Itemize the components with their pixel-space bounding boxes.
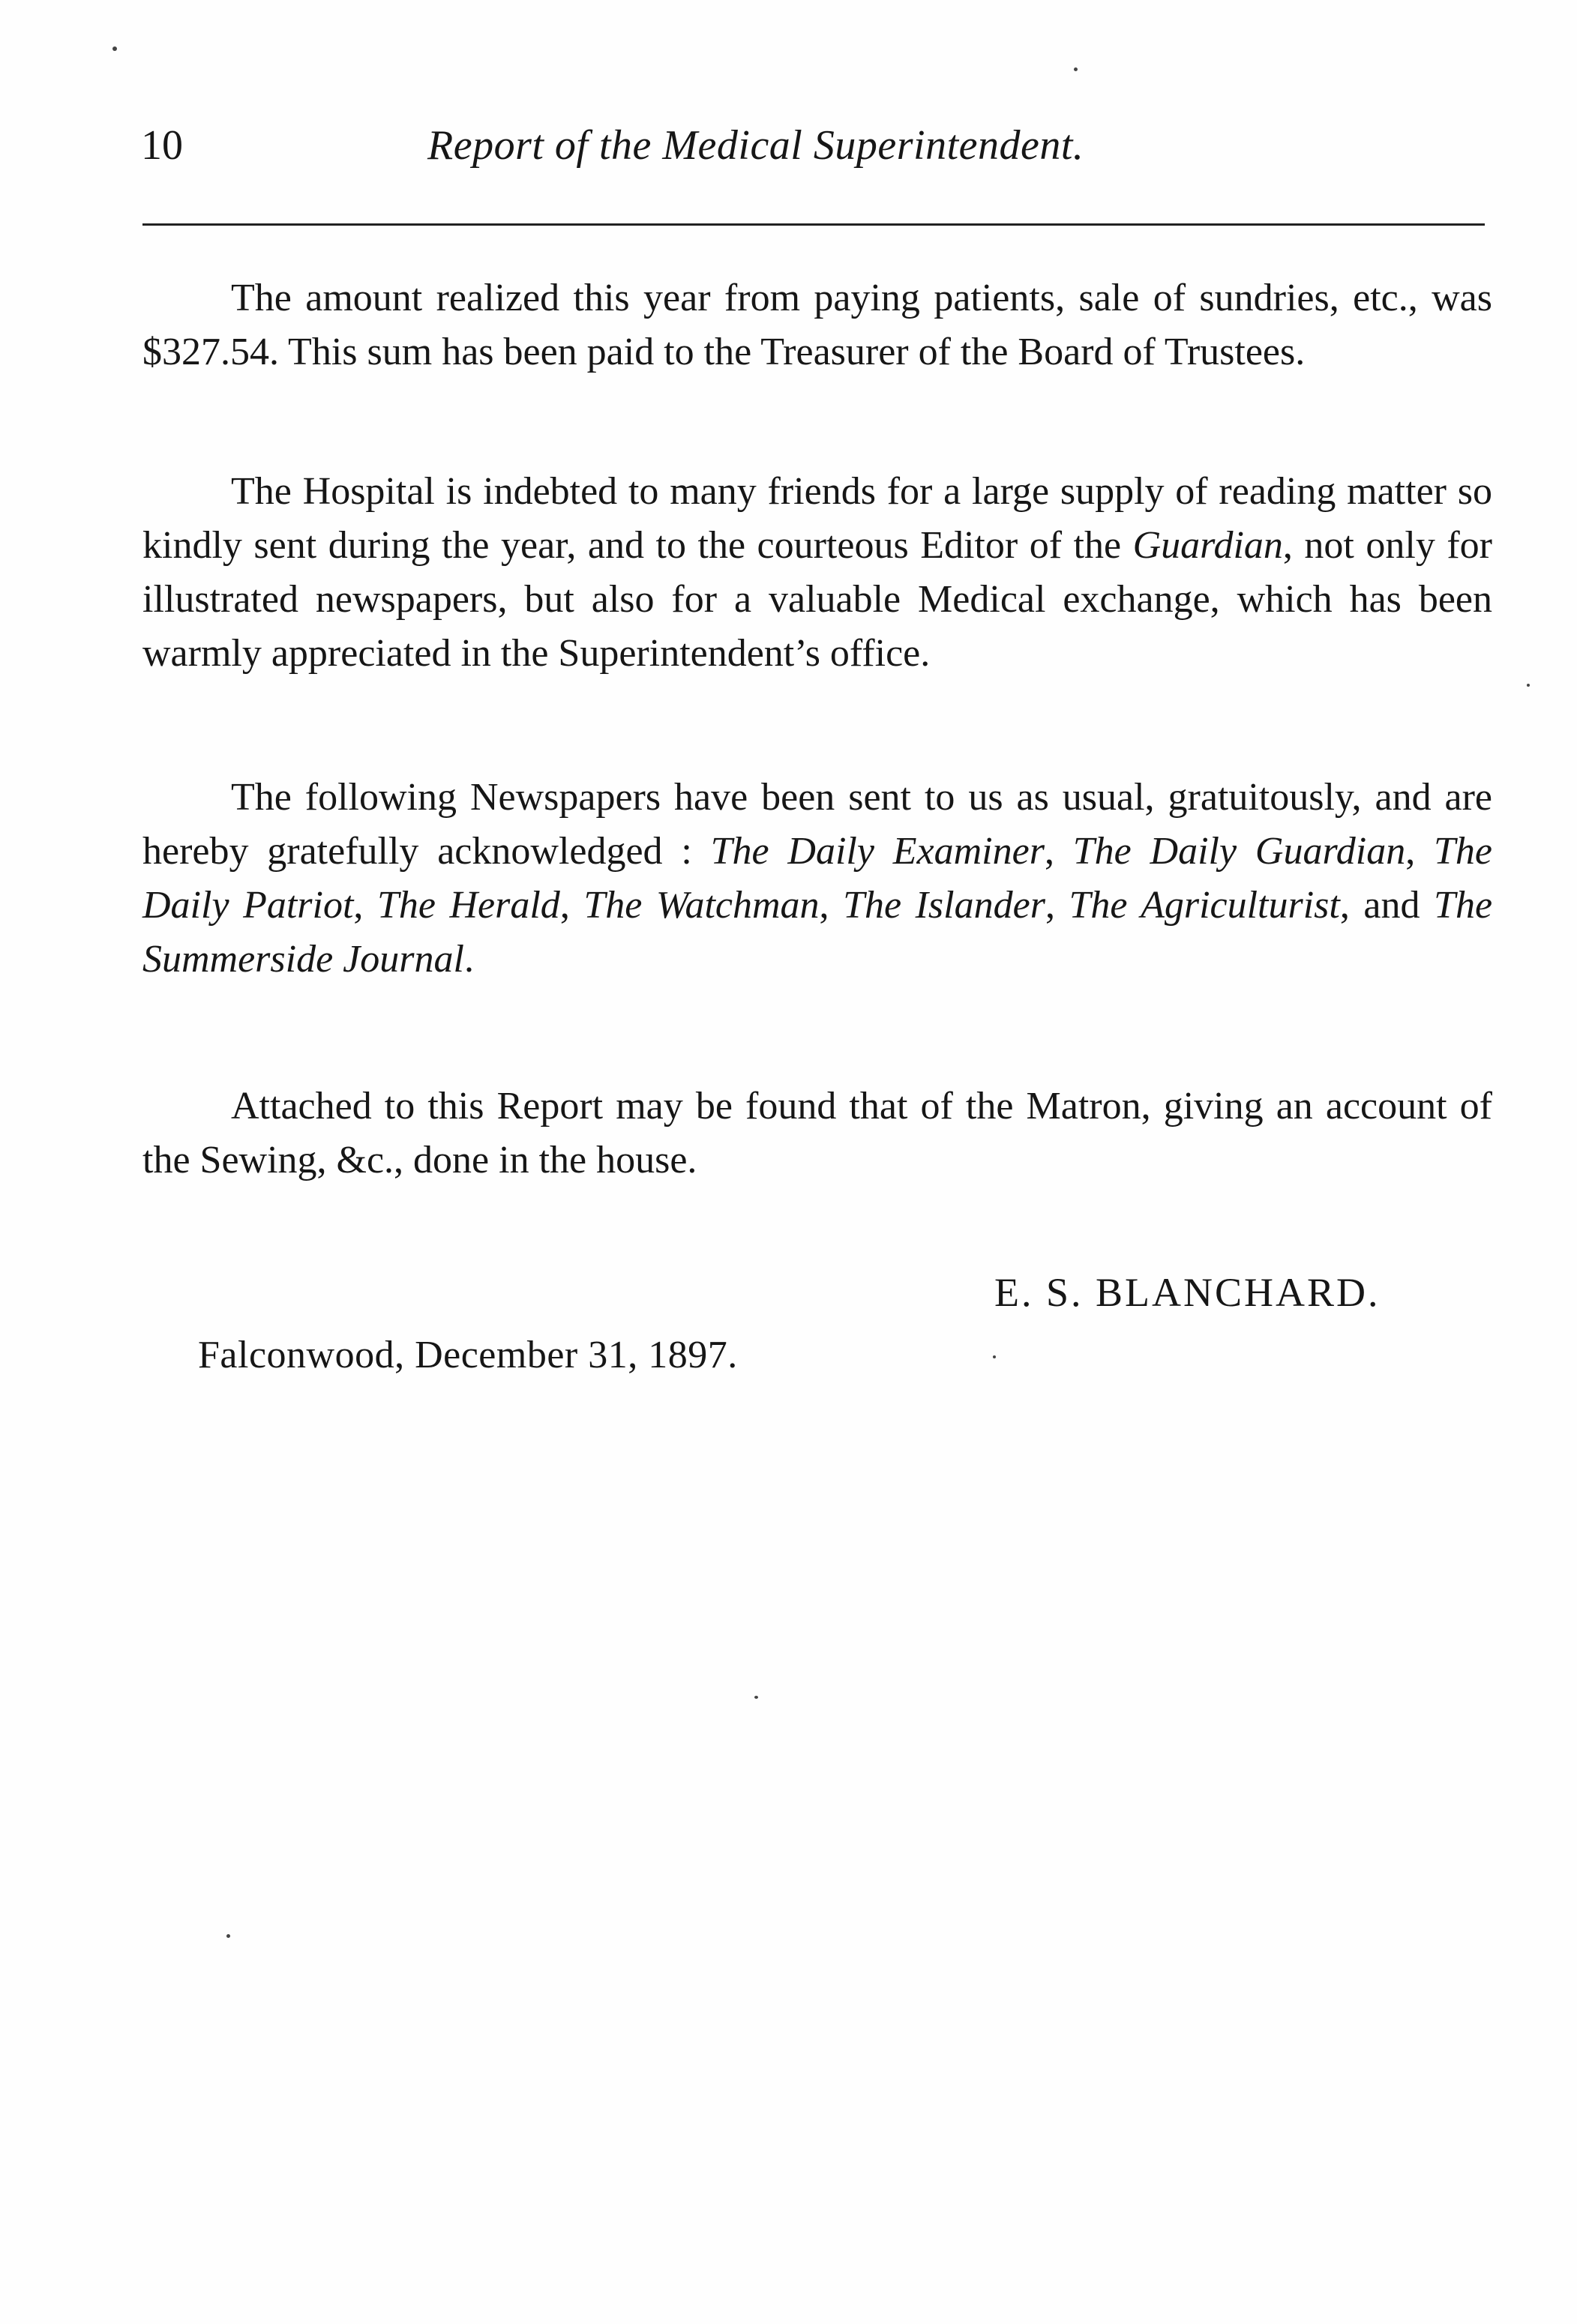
signature: E. S. BLANCHARD. <box>994 1270 1381 1315</box>
newspaper-title: The Islander <box>843 884 1045 927</box>
paragraph-text-before: The Hospital is indebted to many friends for a large supply of reading matter so kindly sent during the year, and to the courteous Editor of the <box>142 470 1492 567</box>
list-separator: , <box>1405 830 1435 873</box>
list-separator-and: , and <box>1339 884 1435 927</box>
page-number: 10 <box>141 122 183 169</box>
newspaper-title: The Summerside Journal <box>142 884 1493 981</box>
paragraph-paying-patients <box>142 271 1492 379</box>
list-separator: , <box>353 884 377 927</box>
paragraph-text: Attached to this Report may be found that of the Matron, giving an account of the Sewing, &c., done in the house. <box>142 1085 1492 1181</box>
newspaper-title: The Agriculturist <box>1069 884 1340 927</box>
paragraph-text: The amount realized this year from paying patients, sale of sundries, etc., was $327.54. This sum has been paid to the Treasurer of the Board of Trustees. <box>142 277 1492 373</box>
scan-speck <box>1074 67 1078 71</box>
paragraph-intro: The following Newspapers have been sent to us as usual, gratuitously, and are hereby gratefully acknowledged : <box>142 776 1492 873</box>
list-separator: , <box>1044 830 1073 873</box>
list-separator: , <box>819 884 844 927</box>
scan-speck <box>226 1934 230 1938</box>
scan-speck <box>112 46 117 51</box>
newspaper-title: The Watchman <box>583 884 820 927</box>
scan-speck <box>1527 684 1530 687</box>
running-title: Report of the Medical Superintendent. <box>427 122 1084 169</box>
scan-speck <box>754 1696 758 1699</box>
newspaper-title: The Daily Examiner <box>710 830 1045 873</box>
list-separator: , <box>559 884 584 927</box>
header-rule <box>142 223 1485 226</box>
paragraph-matron-report <box>142 1080 1492 1187</box>
dateline: Falconwood, December 31, 1897. <box>198 1334 738 1376</box>
newspaper-title: The Daily Patriot <box>142 830 1493 927</box>
newspaper-title: The Herald <box>376 884 560 927</box>
newspaper-title: The Daily Guardian <box>1072 830 1406 873</box>
paragraph-text-after: , not only for illustrated newspapers, but also for a valuable Medical exchange, which has been warmly appreciated in the Superintendent’s office. <box>142 524 1492 675</box>
list-end: . <box>463 938 474 981</box>
list-separator: , <box>1045 884 1069 927</box>
paragraph-newspapers <box>142 771 1492 987</box>
scan-speck <box>993 1355 996 1358</box>
paragraph-reading-matter <box>142 465 1492 681</box>
guardian-title: Guardian <box>1132 524 1283 567</box>
